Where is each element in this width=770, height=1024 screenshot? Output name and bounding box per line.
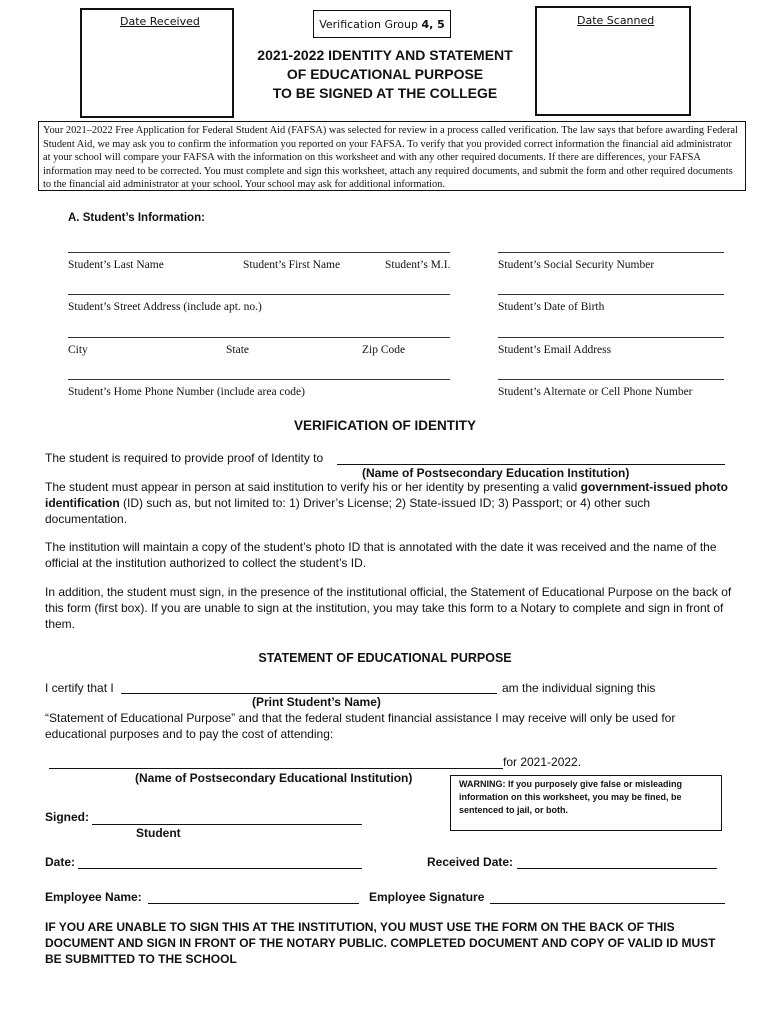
statement-institution-line[interactable]	[49, 768, 503, 769]
statement-text: “Statement of Educational Purpose” and that the federal student financial assistance I may receive will only be used for educational purposes and to pay the cost of attending:	[45, 711, 676, 741]
section-a-heading: A. Student’s Information:	[68, 212, 205, 224]
student-name-line[interactable]	[121, 693, 497, 694]
city-state-zip-line[interactable]	[68, 337, 450, 338]
print-name-label: (Print Student’s Name)	[252, 695, 381, 709]
date-scanned-label: Date Scanned	[577, 14, 655, 27]
employee-signature-label: Employee Signature	[369, 890, 485, 904]
alt-phone-label: Student’s Alternate or Cell Phone Number	[498, 386, 693, 398]
statement-heading: STATEMENT OF EDUCATIONAL PURPOSE	[258, 651, 512, 665]
identity-institution-label: (Name of Postsecondary Education Institution)	[362, 466, 630, 480]
name-line[interactable]	[68, 252, 450, 253]
received-date-line[interactable]	[517, 868, 717, 869]
ssn-label: Student’s Social Security Number	[498, 259, 655, 271]
identity-p1-bold: government-issued photo identification	[45, 480, 728, 510]
certify-suffix: am the individual signing this	[502, 681, 656, 695]
street-label: Student’s Street Address (include apt. no.)	[68, 301, 262, 313]
intro-paragraph: Your 2021–2022 Free Application for Federal Student Aid (FAFSA) was selected for review in a process called verification. The law says that before awarding Federal Student Aid, we may ask you to confirm the information you reported on your FAFSA. To verify that you provided correct information the financial aid administrator at your school will compare your FAFSA with the information on this worksheet and with any other required documents. If there are differences, your FAFSA information may need to be corrected. You must complete and sign this worksheet, attach any required documents, and submit the form and other required documents to the financial aid administrator at your school. Your school may ask for additional information.	[38, 121, 746, 191]
dob-line[interactable]	[498, 294, 724, 295]
employee-name-line[interactable]	[148, 903, 359, 904]
page-title	[240, 46, 530, 103]
identity-paragraph-3: In addition, the student must sign, in the presence of the institutional official, the Statement of Educational Purpose on the back of this form (first box). If you are unable to sign at the institution, you may take this form to a Notary to complete and sign in front of them.	[45, 585, 732, 631]
verification-group-box	[313, 10, 451, 38]
identity-paragraph-1	[45, 479, 735, 527]
student-label: Student	[136, 826, 181, 840]
employee-name-label: Employee Name:	[45, 890, 142, 904]
identity-heading: VERIFICATION OF IDENTITY	[294, 418, 476, 433]
zip-label: Zip Code	[362, 344, 406, 356]
street-line[interactable]	[68, 294, 450, 295]
date-received-label: Date Received	[120, 15, 200, 28]
home-phone-label: Student’s Home Phone Number (include area code)	[68, 386, 305, 398]
last-name-label: Student’s Last Name	[68, 259, 164, 271]
city-label: City	[68, 344, 88, 356]
email-line[interactable]	[498, 337, 724, 338]
identity-required-text: The student is required to provide proof of Identity to	[45, 451, 324, 465]
home-phone-line[interactable]	[68, 379, 450, 380]
statement-institution-label: (Name of Postsecondary Educational Institution)	[135, 771, 413, 785]
title-line-3: TO BE SIGNED AT THE COLLEGE	[272, 85, 498, 101]
date-scanned-box	[535, 6, 691, 116]
signed-label: Signed:	[45, 810, 89, 824]
warning-box: WARNING: If you purposely give false or misleading information on this worksheet, you may be fined, be sentenced to jail, or both.	[450, 775, 722, 831]
notary-notice: IF YOU ARE UNABLE TO SIGN THIS AT THE INSTITUTION, YOU MUST USE THE FORM ON THE BACK OF THIS DOCUMENT AND SIGN IN FRONT OF THE NOTARY PUBLIC. COMPLETED DOCUMENT AND COPY OF VALID ID MUST BE SUBMITTED TO THE SCHOOL	[45, 920, 716, 966]
signed-line[interactable]	[92, 824, 362, 825]
date-received-box	[80, 8, 234, 118]
alt-phone-line[interactable]	[498, 379, 724, 380]
date-label: Date:	[45, 855, 76, 869]
certify-prefix: I certify that I	[45, 681, 114, 695]
first-name-label: Student’s First Name	[243, 259, 341, 271]
email-label: Student’s Email Address	[498, 344, 612, 356]
dob-label: Student’s Date of Birth	[498, 301, 605, 313]
title-line-2: OF EDUCATIONAL PURPOSE	[286, 66, 484, 82]
identity-p1-end: (ID) such as, but not limited to: 1) Driver’s License; 2) State-issued ID; 3) Passport; or 4) other such documentation.	[45, 496, 651, 526]
mi-label: Student’s M.I.	[385, 259, 451, 271]
employee-signature-line[interactable]	[490, 903, 725, 904]
state-label: State	[226, 344, 249, 356]
identity-p1-start: The student must appear in person at said institution to verify his or her identity by presenting a valid	[45, 480, 581, 494]
date-line[interactable]	[78, 868, 362, 869]
identity-paragraph-2: The institution will maintain a copy of the student’s photo ID that is annotated with the date it was received and the name of the official at the institution authorized to collect the student’s ID.	[45, 540, 717, 570]
received-date-label: Received Date:	[427, 855, 514, 869]
ssn-line[interactable]	[498, 252, 724, 253]
verification-group-value: 4, 5	[421, 17, 445, 31]
title-line-1: 2021-2022 IDENTITY AND STATEMENT	[257, 47, 513, 63]
for-year-text: for 2021-2022.	[503, 755, 582, 769]
identity-institution-line[interactable]	[337, 464, 725, 465]
verification-group-prefix: Verification Group	[319, 17, 422, 31]
